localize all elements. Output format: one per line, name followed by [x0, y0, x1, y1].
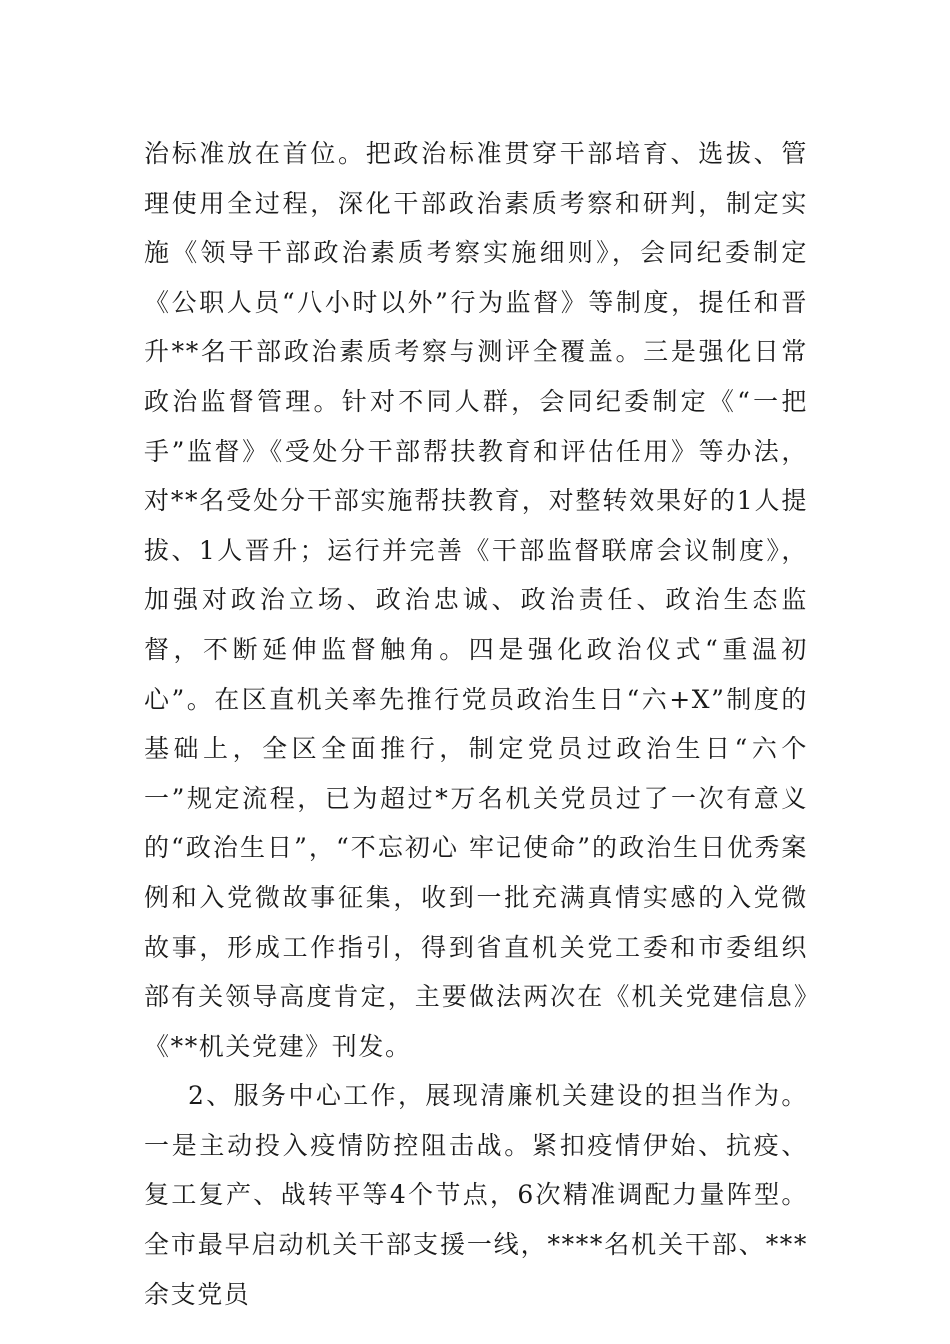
document-body: [144, 129, 808, 1319]
paragraph-continuation: 治标准放在首位。把政治标准贯穿干部培育、选拔、管理使用全过程，深化干部政治素质考察和研判，制定实施《领导干部政治素质考察实施细则》，会同纪委制定《公职人员“八小时以外”行为监督》等制度，提任和晋升**名干部政治素质考察与测评全覆盖。三是强化日常政治监督管理。针对不同人群，会同纪委制定《“一把手”监督》《受处分干部帮扶教育和评估任用》等办法，对**名受处分干部实施帮扶教育，对整转效果好的1人提拔、1人晋升；运行并完善《干部监督联席会议制度》，加强对政治立场、政治忠诚、政治责任、政治生态监督，不断延伸监督触角。四是强化政治仪式“重温初心”。在区直机关率先推行党员政治生日“六+X”制度的基础上，全区全面推行，制定党员过政治生日“六个一”规定流程，已为超过*万名机关党员过了一次有意义的“政治生日”，“不忘初心 牢记使命”的政治生日优秀案例和入党微故事征集，收到一批充满真情实感的入党微故事，形成工作指引，得到省直机关党工委和市委组织部有关领导高度肯定，主要做法两次在《机关党建信息》《**机关党建》刊发。: [144, 139, 808, 1061]
paragraph-section-2: 2、服务中心工作，展现清廉机关建设的担当作为。一是主动投入疫情防控阻击战。紧扣疫情伊始、抗疫、复工复产、战转平等4个节点，6次精准调配力量阵型。全市最早启动机关干部支援一线，****名机关干部、***余支党员: [144, 1081, 808, 1309]
